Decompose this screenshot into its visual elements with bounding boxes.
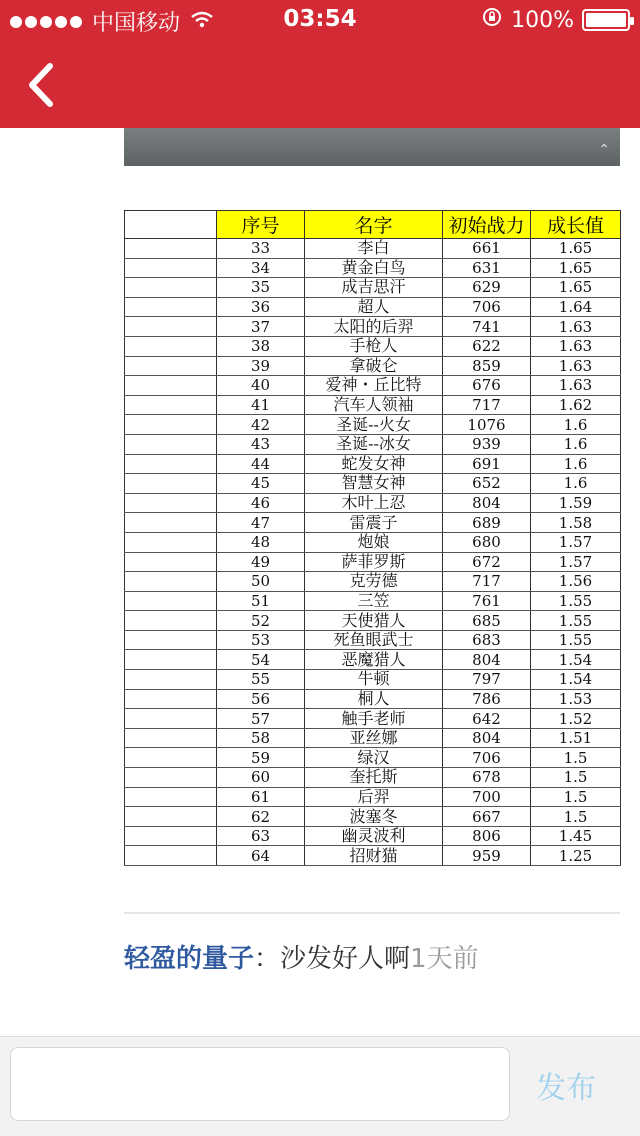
table-cell-growth: 1.6	[531, 474, 621, 494]
table-cell-name: 绿汉	[305, 748, 443, 768]
table-cell-name: 天使猎人	[305, 611, 443, 631]
table-row	[125, 689, 621, 709]
table-cell-index: 49	[217, 552, 305, 572]
table-cell-power: 678	[443, 768, 531, 788]
table-cell-growth: 1.25	[531, 846, 621, 866]
table-cell-growth: 1.6	[531, 415, 621, 435]
table-cell-index: 41	[217, 395, 305, 415]
table-cell-blank	[125, 493, 217, 513]
table-cell-index: 40	[217, 376, 305, 396]
comment-input[interactable]	[10, 1047, 510, 1121]
table-cell-index: 60	[217, 768, 305, 788]
table-row	[125, 650, 621, 670]
table-cell-power: 700	[443, 787, 531, 807]
table-cell-power: 706	[443, 297, 531, 317]
comment-time: 1天前	[410, 944, 479, 974]
table-row	[125, 317, 621, 337]
table-row	[125, 336, 621, 356]
table-row	[125, 493, 621, 513]
table-cell-power: 797	[443, 670, 531, 690]
table-row	[125, 728, 621, 748]
table-cell-power: 786	[443, 689, 531, 709]
table-cell-growth: 1.5	[531, 807, 621, 827]
table-row	[125, 395, 621, 415]
table-row	[125, 552, 621, 572]
table-row	[125, 748, 621, 768]
table-cell-name: 克劳德	[305, 572, 443, 592]
table-cell-blank	[125, 591, 217, 611]
table-row	[125, 768, 621, 788]
table-cell-index: 61	[217, 787, 305, 807]
table-cell-power: 706	[443, 748, 531, 768]
table-cell-index: 59	[217, 748, 305, 768]
table-cell-power: 806	[443, 826, 531, 846]
table-cell-power: 959	[443, 846, 531, 866]
post-image-previous	[124, 128, 620, 166]
table-cell-growth: 1.65	[531, 278, 621, 298]
table-cell-power: 683	[443, 630, 531, 650]
table-cell-growth: 1.54	[531, 650, 621, 670]
back-button[interactable]	[22, 60, 62, 110]
table-cell-blank	[125, 630, 217, 650]
table-cell-growth: 1.59	[531, 493, 621, 513]
table-row	[125, 258, 621, 278]
table-cell-power: 691	[443, 454, 531, 474]
table-cell-name: 三笠	[305, 591, 443, 611]
table-cell-power: 652	[443, 474, 531, 494]
table-cell-name: 李白	[305, 239, 443, 259]
table-row	[125, 787, 621, 807]
status-time: 03:54	[283, 6, 357, 32]
table-cell-growth: 1.57	[531, 552, 621, 572]
table-cell-growth: 1.55	[531, 591, 621, 611]
table-cell-name: 汽车人领袖	[305, 395, 443, 415]
table-row	[125, 846, 621, 866]
table-cell-index: 52	[217, 611, 305, 631]
table-cell-index: 38	[217, 336, 305, 356]
table-cell-name: 亚丝娜	[305, 728, 443, 748]
table-cell-name: 智慧女神	[305, 474, 443, 494]
table-cell-name: 圣诞--冰女	[305, 434, 443, 454]
rotation-lock-icon	[481, 6, 503, 34]
table-cell-name: 桐人	[305, 689, 443, 709]
table-row	[125, 513, 621, 533]
table-cell-growth: 1.57	[531, 532, 621, 552]
table-cell-blank	[125, 376, 217, 396]
table-cell-blank	[125, 434, 217, 454]
table-cell-index: 50	[217, 572, 305, 592]
table-cell-power: 717	[443, 395, 531, 415]
table-cell-blank	[125, 356, 217, 376]
table-cell-name: 成吉思汗	[305, 278, 443, 298]
table-cell-blank	[125, 611, 217, 631]
table-cell-index: 45	[217, 474, 305, 494]
table-row	[125, 376, 621, 396]
table-cell-name: 触手老师	[305, 709, 443, 729]
table-cell-blank	[125, 748, 217, 768]
table-cell-name: 恶魔猎人	[305, 650, 443, 670]
table-cell-blank	[125, 336, 217, 356]
table-cell-index: 43	[217, 434, 305, 454]
table-cell-growth: 1.62	[531, 395, 621, 415]
table-cell-blank	[125, 846, 217, 866]
table-cell-power: 717	[443, 572, 531, 592]
table-cell-blank	[125, 317, 217, 337]
table-cell-index: 54	[217, 650, 305, 670]
table-cell-index: 56	[217, 689, 305, 709]
table-cell-name: 牛顿	[305, 670, 443, 690]
table-header-blank	[125, 211, 217, 239]
table-cell-growth: 1.56	[531, 572, 621, 592]
table-cell-name: 招财猫	[305, 846, 443, 866]
table-row	[125, 532, 621, 552]
table-cell-power: 667	[443, 807, 531, 827]
table-row	[125, 630, 621, 650]
table-cell-growth: 1.6	[531, 434, 621, 454]
table-cell-name: 死鱼眼武士	[305, 630, 443, 650]
table-row	[125, 572, 621, 592]
table-cell-name: 木叶上忍	[305, 493, 443, 513]
chevron-up-icon: ⌃	[598, 142, 610, 158]
table-cell-blank	[125, 689, 217, 709]
table-cell-name: 雷震子	[305, 513, 443, 533]
table-cell-power: 642	[443, 709, 531, 729]
table-cell-growth: 1.45	[531, 826, 621, 846]
table-cell-growth: 1.5	[531, 748, 621, 768]
table-cell-blank	[125, 650, 217, 670]
table-row	[125, 434, 621, 454]
table-row	[125, 807, 621, 827]
table-row	[125, 356, 621, 376]
table-cell-blank	[125, 787, 217, 807]
table-cell-index: 55	[217, 670, 305, 690]
table-cell-index: 64	[217, 846, 305, 866]
table-cell-blank	[125, 826, 217, 846]
comment-composer	[0, 1036, 640, 1136]
table-cell-power: 629	[443, 278, 531, 298]
table-cell-blank	[125, 532, 217, 552]
table-cell-blank	[125, 239, 217, 259]
table-cell-index: 34	[217, 258, 305, 278]
table-cell-power: 685	[443, 611, 531, 631]
table-row	[125, 297, 621, 317]
table-cell-blank	[125, 728, 217, 748]
table-cell-name: 萨菲罗斯	[305, 552, 443, 572]
table-header-row	[125, 211, 621, 239]
table-cell-growth: 1.55	[531, 611, 621, 631]
chevron-left-icon	[22, 60, 62, 110]
table-cell-index: 46	[217, 493, 305, 513]
table-cell-index: 51	[217, 591, 305, 611]
table-cell-index: 35	[217, 278, 305, 298]
table-row	[125, 239, 621, 259]
table-cell-name: 手枪人	[305, 336, 443, 356]
table-cell-name: 超人	[305, 297, 443, 317]
table-cell-blank	[125, 572, 217, 592]
comment-username[interactable]: 轻盈的量子	[124, 944, 255, 974]
table-cell-blank	[125, 768, 217, 788]
table-cell-power: 1076	[443, 415, 531, 435]
table-cell-index: 36	[217, 297, 305, 317]
table-cell-name: 圣诞--火女	[305, 415, 443, 435]
table-cell-blank	[125, 670, 217, 690]
table-header-cell: 成长值	[531, 211, 621, 239]
table-cell-growth: 1.64	[531, 297, 621, 317]
table-cell-name: 拿破仑	[305, 356, 443, 376]
comment-item	[124, 938, 479, 975]
table-cell-name: 波塞冬	[305, 807, 443, 827]
table-cell-index: 48	[217, 532, 305, 552]
table-cell-power: 804	[443, 493, 531, 513]
table-cell-power: 676	[443, 376, 531, 396]
battery-icon	[582, 9, 630, 31]
status-bar	[0, 0, 640, 40]
table-cell-blank	[125, 258, 217, 278]
table-cell-index: 58	[217, 728, 305, 748]
table-cell-index: 42	[217, 415, 305, 435]
table-cell-growth: 1.63	[531, 336, 621, 356]
publish-button[interactable]: 发布	[536, 1071, 596, 1106]
table-cell-name: 爱神・丘比特	[305, 376, 443, 396]
divider	[124, 912, 620, 914]
table-cell-blank	[125, 474, 217, 494]
table-cell-name: 幽灵波利	[305, 826, 443, 846]
table-cell-blank	[125, 513, 217, 533]
table-row	[125, 591, 621, 611]
table-cell-blank	[125, 297, 217, 317]
table-cell-growth: 1.53	[531, 689, 621, 709]
table-cell-growth: 1.54	[531, 670, 621, 690]
table-cell-power: 761	[443, 591, 531, 611]
table-cell-blank	[125, 395, 217, 415]
table-cell-blank	[125, 552, 217, 572]
table-cell-growth: 1.63	[531, 317, 621, 337]
table-header-cell: 名字	[305, 211, 443, 239]
table-cell-power: 680	[443, 532, 531, 552]
table-cell-blank	[125, 278, 217, 298]
comment-text: 沙发好人啊	[280, 944, 411, 974]
table-cell-index: 57	[217, 709, 305, 729]
table-cell-growth: 1.63	[531, 376, 621, 396]
table-cell-name: 黄金白鸟	[305, 258, 443, 278]
table-cell-blank	[125, 807, 217, 827]
comment-separator: ：	[254, 944, 281, 974]
table-row	[125, 611, 621, 631]
table-cell-growth: 1.52	[531, 709, 621, 729]
table-cell-growth: 1.55	[531, 630, 621, 650]
table-cell-name: 蛇发女神	[305, 454, 443, 474]
table-row	[125, 415, 621, 435]
table-cell-name: 太阳的后羿	[305, 317, 443, 337]
table-row	[125, 278, 621, 298]
table-cell-power: 672	[443, 552, 531, 572]
table-cell-power: 631	[443, 258, 531, 278]
table-cell-index: 44	[217, 454, 305, 474]
table-cell-index: 53	[217, 630, 305, 650]
app-header	[0, 0, 640, 128]
table-row	[125, 474, 621, 494]
table-cell-index: 63	[217, 826, 305, 846]
table-cell-growth: 1.58	[531, 513, 621, 533]
table-cell-blank	[125, 709, 217, 729]
table-cell-power: 804	[443, 650, 531, 670]
table-cell-growth: 1.65	[531, 258, 621, 278]
table-header-cell: 序号	[217, 211, 305, 239]
table-cell-power: 622	[443, 336, 531, 356]
table-cell-index: 33	[217, 239, 305, 259]
table-cell-growth: 1.51	[531, 728, 621, 748]
table-cell-index: 39	[217, 356, 305, 376]
table-cell-name: 炮娘	[305, 532, 443, 552]
table-row	[125, 670, 621, 690]
table-cell-growth: 1.5	[531, 787, 621, 807]
table-cell-power: 804	[443, 728, 531, 748]
table-cell-blank	[125, 415, 217, 435]
table-row	[125, 709, 621, 729]
table-cell-index: 62	[217, 807, 305, 827]
table-cell-power: 939	[443, 434, 531, 454]
table-row	[125, 826, 621, 846]
table-cell-growth: 1.6	[531, 454, 621, 474]
stats-table	[124, 210, 621, 866]
table-cell-name: 后羿	[305, 787, 443, 807]
post-image-table	[124, 210, 620, 870]
battery-percent: 100%	[511, 7, 574, 33]
table-cell-power: 689	[443, 513, 531, 533]
table-cell-growth: 1.65	[531, 239, 621, 259]
table-cell-power: 741	[443, 317, 531, 337]
table-cell-growth: 1.63	[531, 356, 621, 376]
table-cell-power: 859	[443, 356, 531, 376]
carrier-name: 中国移动	[92, 11, 181, 36]
table-cell-growth: 1.5	[531, 768, 621, 788]
table-cell-blank	[125, 454, 217, 474]
table-cell-name: 奎托斯	[305, 768, 443, 788]
table-cell-power: 661	[443, 239, 531, 259]
table-cell-index: 37	[217, 317, 305, 337]
table-cell-index: 47	[217, 513, 305, 533]
table-row	[125, 454, 621, 474]
table-header-cell: 初始战力	[443, 211, 531, 239]
